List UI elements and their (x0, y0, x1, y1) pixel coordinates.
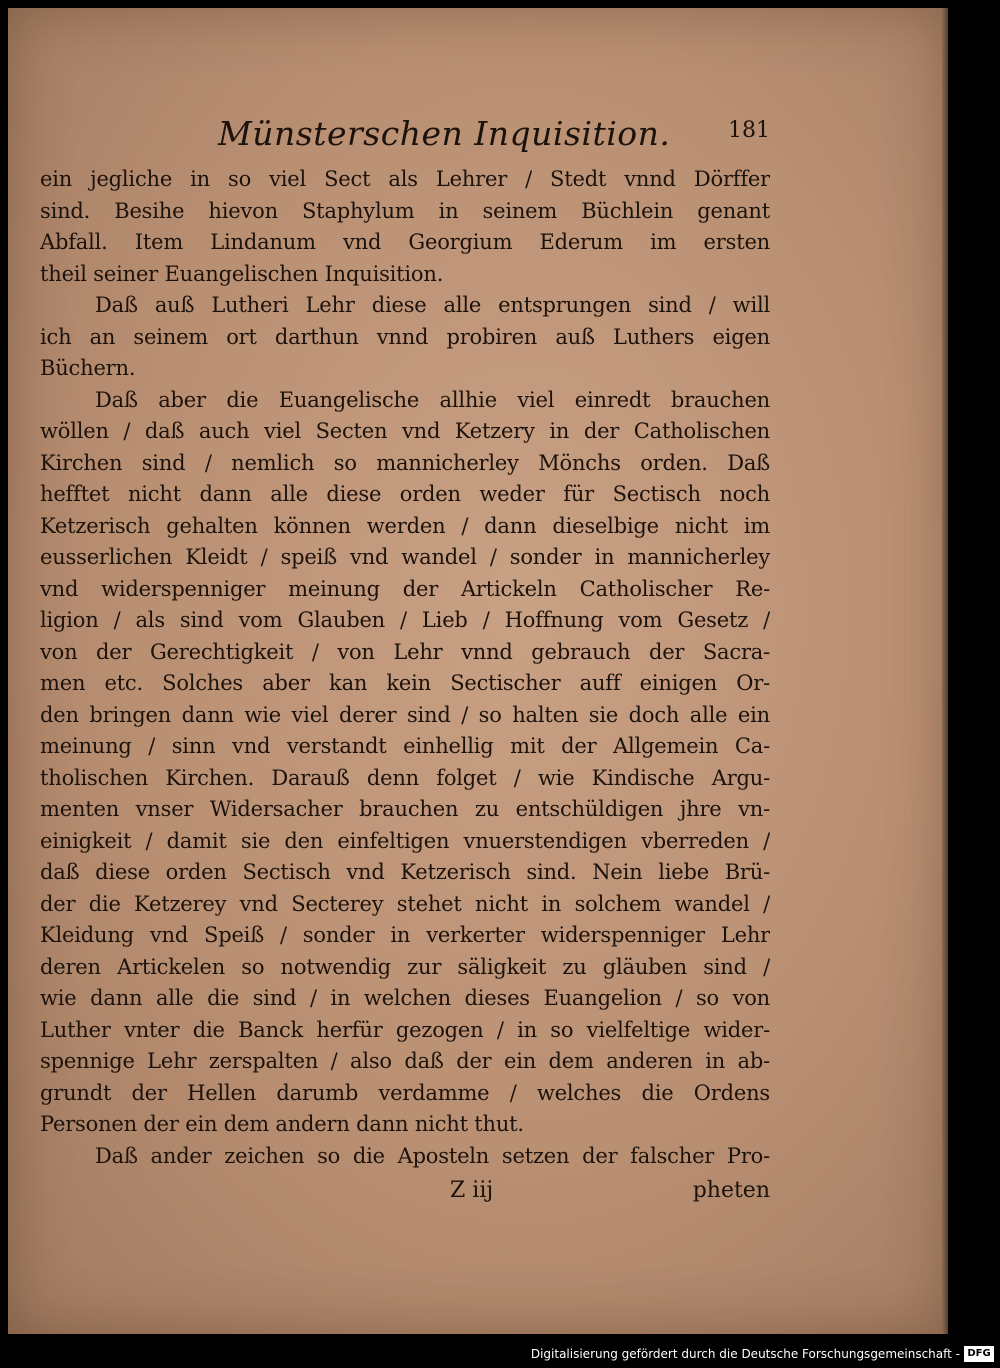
signature-mark: Z iij (450, 1178, 494, 1203)
text-line: eusserlichen Kleidt / speiß vnd wandel / sonder in mannicherley (40, 545, 770, 569)
running-title: Münsterschen Inquisition. (218, 114, 671, 153)
text-block (40, 108, 770, 1212)
signature-row (40, 1172, 770, 1212)
page-number: 181 (728, 118, 770, 143)
paragraph (40, 164, 770, 290)
text-line: Daß aber die Euangelische allhie viel einredt brauchen (95, 387, 770, 412)
page-edge (942, 8, 948, 1334)
text-line: Abfall. Item Lindanum vnd Georgium Ederum im ersten (40, 230, 770, 254)
book-page (8, 8, 948, 1334)
text-line: Büchern. (40, 356, 136, 380)
text-line: ich an seinem ort darthun vnnd probiren auß Luthers eigen (40, 324, 770, 349)
text-line: der die Ketzerey vnd Secterey stehet nicht in solchem wandel / (40, 891, 770, 916)
text-line: spennige Lehr zerspalten / also daß der ein dem anderen in ab- (40, 1049, 770, 1073)
text-line: vnd widerspenniger meinung der Artickeln Catholischer Re- (40, 576, 770, 601)
text-line: tholischen Kirchen. Darauß denn folget / wie Kindische Argu- (40, 765, 770, 790)
catchword: pheten (692, 1178, 770, 1203)
digitization-footer (0, 1343, 1000, 1368)
text-line: Kleidung vnd Speiß / sonder in verkerter widerspenniger Lehr (40, 923, 770, 947)
text-line: Personen der ein dem andern dann nicht thut. (40, 1112, 524, 1136)
text-line: ein jegliche in so viel Sect als Lehrer / Stedt vnnd Dörffer (40, 167, 770, 191)
text-line: daß diese orden Sectisch vnd Ketzerisch sind. Nein liebe Brü- (40, 860, 770, 884)
text-line: Kirchen sind / nemlich so mannicherley Mönchs orden. Daß (40, 450, 770, 475)
text-line: theil seiner Euangelischen Inquisition. (40, 261, 444, 286)
text-line: den bringen dann wie viel derer sind / so halten sie doch alle ein (40, 702, 770, 727)
text-line: meinung / sinn vnd verstandt einhellig mit der Allgemein Ca- (40, 734, 770, 758)
text-line: Daß auß Lutheri Lehr diese alle entsprungen sind / will (95, 293, 770, 317)
footer-credit: Digitalisierung gefördert durch die Deutsche Forschungsgemeinschaft - (530, 1347, 960, 1361)
text-line: hefftet nicht dann alle diese orden weder für Sectisch noch (40, 482, 770, 506)
text-line: men etc. Solches aber kan kein Sectischer auff einigen Or- (40, 671, 770, 695)
text-line: menten vnser Widersacher brauchen zu entschüldigen jhre vn- (40, 797, 770, 821)
text-line: sind. Besihe hievon Staphylum in seinem Büchlein genant (40, 198, 770, 223)
text-line: deren Artickelen so notwendig zur säligkeit zu gläuben sind / (40, 954, 770, 979)
page-header (40, 108, 770, 164)
paragraph (40, 1141, 770, 1173)
text-line: Ketzerisch gehalten können werden / dann dieselbige nicht im (40, 513, 770, 538)
paragraph (40, 385, 770, 1141)
text-line: grundt der Hellen darumb verdamme / welches die Ordens (40, 1080, 770, 1105)
dfg-logo-icon: DFG (964, 1346, 994, 1362)
text-line: von der Gerechtigkeit / von Lehr vnnd gebrauch der Sacra- (40, 639, 770, 664)
text-line: ligion / als sind vom Glauben / Lieb / Hoffnung vom Gesetz / (40, 608, 770, 632)
text-line: wöllen / daß auch viel Secten vnd Ketzery in der Catholischen (40, 419, 770, 443)
text-line: Luther vnter die Banck herfür gezogen / in so vielfeltige wider- (40, 1017, 770, 1042)
paragraph (40, 290, 770, 385)
text-line: wie dann alle die sind / in welchen dieses Euangelion / so von (40, 986, 770, 1010)
text-line: Daß ander zeichen so die Aposteln setzen der falscher Pro- (95, 1143, 770, 1168)
text-line: einigkeit / damit sie den einfeltigen vnuerstendigen vberreden / (40, 828, 770, 853)
